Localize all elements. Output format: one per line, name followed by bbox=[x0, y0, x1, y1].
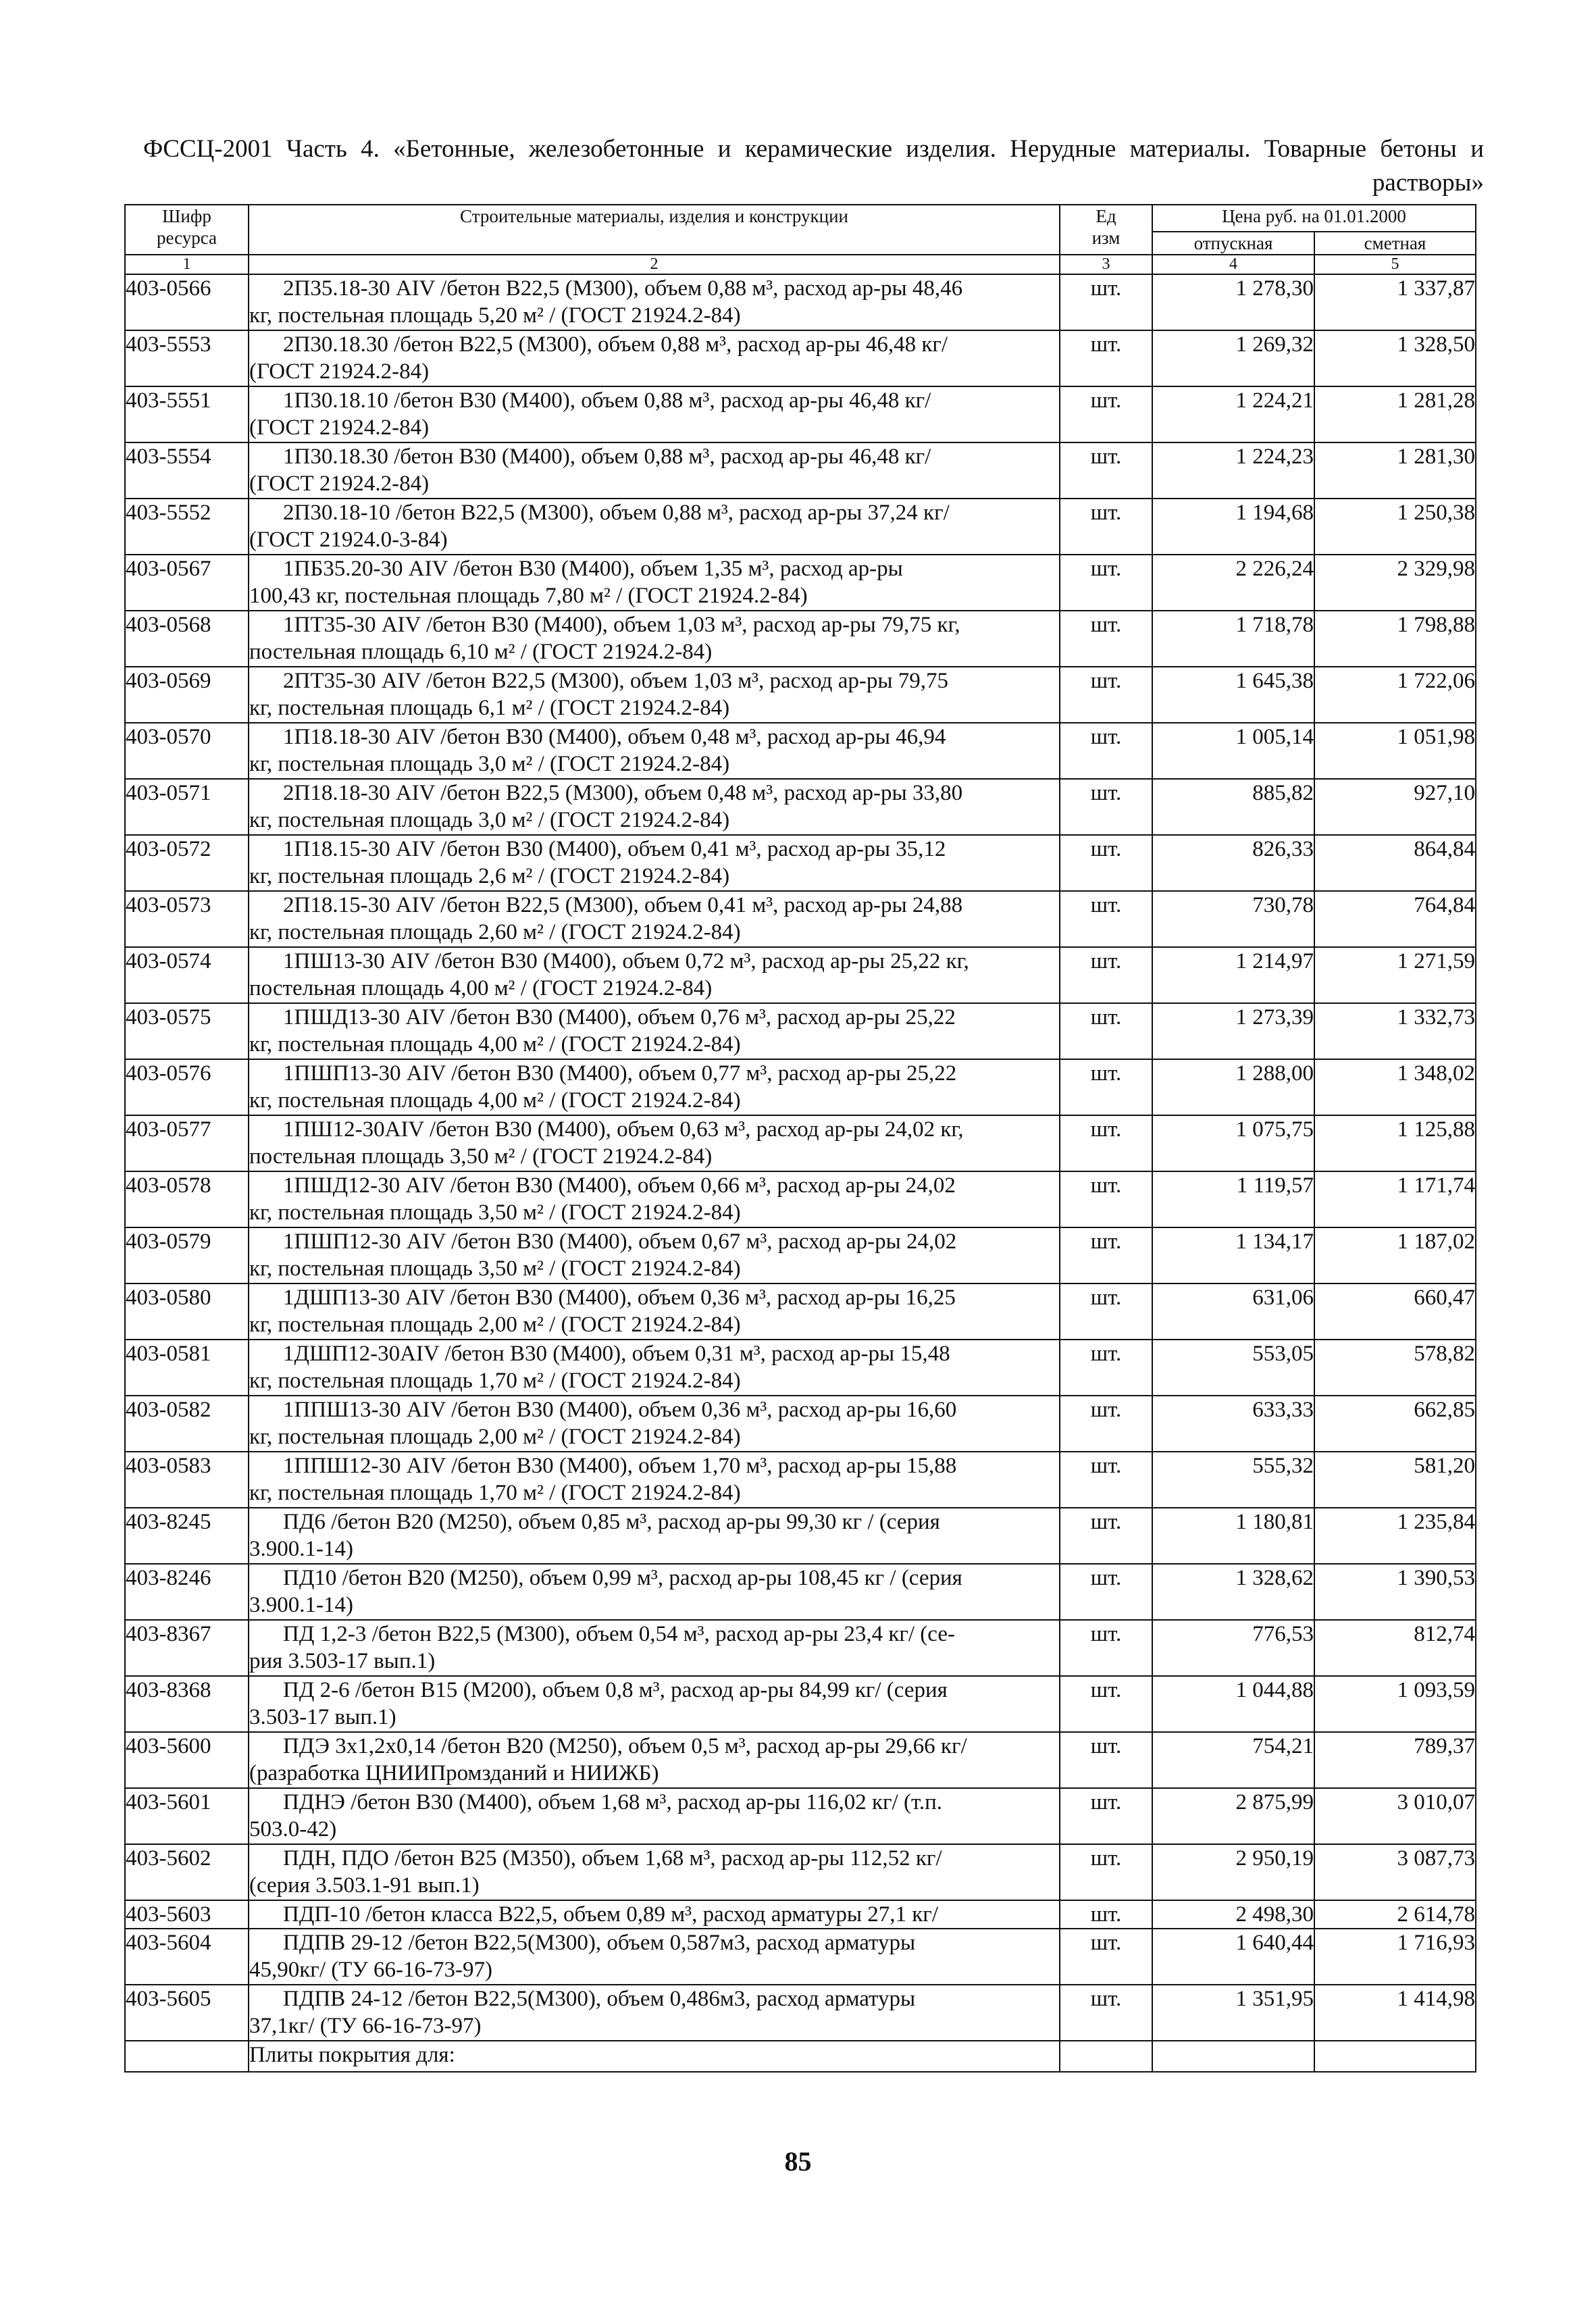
resource-code: 403-0571 bbox=[125, 779, 249, 835]
release-price: 2 498,30 bbox=[1152, 1900, 1314, 1929]
estimate-price: 1 716,93 bbox=[1314, 1929, 1476, 1985]
resource-code: 403-0572 bbox=[125, 835, 249, 891]
material-description bbox=[249, 1283, 1060, 1340]
unit-of-measure: шт. bbox=[1060, 1283, 1152, 1340]
unit-of-measure: шт. bbox=[1060, 835, 1152, 891]
estimate-price: 1 235,84 bbox=[1314, 1508, 1476, 1564]
resource-code: 403-0579 bbox=[125, 1227, 249, 1283]
description-line2: кг, постельная площадь 2,00 м² / (ГОСТ 21924.2-84) bbox=[249, 1313, 741, 1337]
footer-label: Плиты покрытия для: bbox=[249, 2041, 1060, 2072]
resource-code: 403-0581 bbox=[125, 1340, 249, 1396]
estimate-price: 1 328,50 bbox=[1314, 330, 1476, 386]
estimate-price: 2 329,98 bbox=[1314, 555, 1476, 611]
material-description bbox=[249, 274, 1060, 330]
resource-code: 403-5605 bbox=[125, 1985, 249, 2041]
description-line1: 1ПШ13-30 AIV /бетон В30 (М400), объем 0,72 м³, расход ар-ры 25,22 кг, bbox=[283, 949, 969, 973]
description-line2: кг, постельная площадь 1,70 м² / (ГОСТ 21924.2-84) bbox=[249, 1481, 741, 1505]
description-line2: 45,90кг/ (ТУ 66-16-73-97) bbox=[249, 1958, 492, 1982]
table-row bbox=[125, 835, 1476, 891]
description-line2: кг, постельная площадь 5,20 м² / (ГОСТ 21924.2-84) bbox=[249, 303, 741, 328]
table-row bbox=[125, 1003, 1476, 1059]
description-line2: кг, постельная площадь 3,50 м² / (ГОСТ 21924.2-84) bbox=[249, 1256, 741, 1281]
table-row bbox=[125, 1564, 1476, 1620]
material-description bbox=[249, 611, 1060, 667]
resource-code: 403-0580 bbox=[125, 1283, 249, 1340]
description-line2: кг, постельная площадь 2,00 м² / (ГОСТ 21924.2-84) bbox=[249, 1425, 741, 1449]
resource-code: 403-5552 bbox=[125, 499, 249, 555]
unit-of-measure: шт. bbox=[1060, 1452, 1152, 1508]
unit-of-measure: шт. bbox=[1060, 1227, 1152, 1283]
estimate-price: 2 614,78 bbox=[1314, 1900, 1476, 1929]
description-line2: (ГОСТ 21924.2-84) bbox=[249, 472, 430, 496]
column-number: 5 bbox=[1314, 255, 1476, 274]
description-line1: 1ПШД13-30 AIV /бетон В30 (М400), объем 0,76 м³, расход ар-ры 25,22 bbox=[283, 1005, 956, 1030]
unit-of-measure: шт. bbox=[1060, 1003, 1152, 1059]
release-price: 826,33 bbox=[1152, 835, 1314, 891]
unit-of-measure: шт. bbox=[1060, 667, 1152, 723]
release-price: 754,21 bbox=[1152, 1732, 1314, 1788]
table-row bbox=[125, 1620, 1476, 1676]
unit-of-measure: шт. bbox=[1060, 386, 1152, 442]
description-line1: 2ПТ35-30 AIV /бетон В22,5 (М300), объем 1,03 м³, расход ар-ры 79,75 bbox=[283, 669, 949, 693]
material-description bbox=[249, 442, 1060, 499]
table-body bbox=[125, 274, 1476, 2041]
header-unit bbox=[1060, 205, 1152, 255]
description-line1: ПД 2-6 /бетон В15 (М200), объем 0,8 м³, расход ар-ры 84,99 кг/ (серия bbox=[283, 1678, 948, 1702]
estimate-price: 3 087,73 bbox=[1314, 1844, 1476, 1900]
description-line1: ПДН, ПДО /бетон В25 (М350), объем 1,68 м³, расход ар-ры 112,52 кг/ bbox=[283, 1846, 942, 1871]
description-line1: 2П18.18-30 AIV /бетон В22,5 (М300), объем 0,48 м³, расход ар-ры 33,80 bbox=[283, 781, 963, 805]
unit-of-measure: шт. bbox=[1060, 274, 1152, 330]
release-price: 1 134,17 bbox=[1152, 1227, 1314, 1283]
description-line2: (ГОСТ 21924.2-84) bbox=[249, 415, 430, 440]
description-line2: 100,43 кг, постельная площадь 7,80 м² / (ГОСТ 21924.2-84) bbox=[249, 584, 808, 608]
estimate-price: 3 010,07 bbox=[1314, 1788, 1476, 1844]
material-description bbox=[249, 1620, 1060, 1676]
material-description bbox=[249, 555, 1060, 611]
unit-of-measure: шт. bbox=[1060, 1929, 1152, 1985]
table-row bbox=[125, 1900, 1476, 1929]
estimate-price: 789,37 bbox=[1314, 1732, 1476, 1788]
material-description bbox=[249, 835, 1060, 891]
material-description bbox=[249, 1115, 1060, 1171]
description-line1: 1П18.18-30 AIV /бетон В30 (М400), объем 0,48 м³, расход ар-ры 46,94 bbox=[283, 725, 946, 749]
material-description bbox=[249, 1900, 1060, 1929]
material-description bbox=[249, 1844, 1060, 1900]
description-line1: ПД 1,2-3 /бетон В22,5 (М300), объем 0,54 м³, расход ар-ры 23,4 кг/ (се- bbox=[283, 1622, 955, 1646]
footer-release-cell bbox=[1152, 2041, 1314, 2072]
unit-of-measure: шт. bbox=[1060, 499, 1152, 555]
material-description bbox=[249, 1171, 1060, 1227]
unit-of-measure: шт. bbox=[1060, 1620, 1152, 1676]
release-price: 1 328,62 bbox=[1152, 1564, 1314, 1620]
resource-code: 403-0575 bbox=[125, 1003, 249, 1059]
release-price: 1 044,88 bbox=[1152, 1676, 1314, 1732]
table-row bbox=[125, 1844, 1476, 1900]
material-description bbox=[249, 330, 1060, 386]
description-line1: 1ПШД12-30 AIV /бетон В30 (М400), объем 0,66 м³, расход ар-ры 24,02 bbox=[283, 1173, 956, 1198]
unit-of-measure: шт. bbox=[1060, 779, 1152, 835]
resource-code: 403-0576 bbox=[125, 1059, 249, 1115]
material-description bbox=[249, 1788, 1060, 1844]
estimate-price: 1 187,02 bbox=[1314, 1227, 1476, 1283]
release-price: 2 950,19 bbox=[1152, 1844, 1314, 1900]
resource-code: 403-0570 bbox=[125, 723, 249, 779]
description-line1: 1ПТ35-30 AIV /бетон В30 (М400), объем 1,03 м³, расход ар-ры 79,75 кг, bbox=[283, 613, 960, 637]
table-row bbox=[125, 1115, 1476, 1171]
description-line2: постельная площадь 3,50 м² / (ГОСТ 21924.2-84) bbox=[249, 1144, 713, 1169]
release-price: 1 640,44 bbox=[1152, 1929, 1314, 1985]
table-footer-row bbox=[125, 2041, 1476, 2072]
estimate-price: 1 722,06 bbox=[1314, 667, 1476, 723]
resource-code: 403-5602 bbox=[125, 1844, 249, 1900]
material-description bbox=[249, 1564, 1060, 1620]
description-line2: (разработка ЦНИИПромзданий и НИИЖБ) bbox=[249, 1761, 659, 1785]
table-row bbox=[125, 891, 1476, 947]
description-line2: постельная площадь 4,00 м² / (ГОСТ 21924.2-84) bbox=[249, 976, 713, 1000]
release-price: 776,53 bbox=[1152, 1620, 1314, 1676]
estimate-price: 1 093,59 bbox=[1314, 1676, 1476, 1732]
resource-code: 403-0577 bbox=[125, 1115, 249, 1171]
release-price: 1 119,57 bbox=[1152, 1171, 1314, 1227]
table-row bbox=[125, 1340, 1476, 1396]
header-price-release: отпускная bbox=[1152, 232, 1314, 255]
estimate-price: 1 171,74 bbox=[1314, 1171, 1476, 1227]
description-line1: 2П30.18-10 /бетон В22,5 (М300), объем 0,88 м³, расход ар-ры 37,24 кг/ bbox=[283, 501, 950, 525]
description-line2: рия 3.503-17 вып.1) bbox=[249, 1649, 436, 1673]
estimate-price: 1 332,73 bbox=[1314, 1003, 1476, 1059]
description-line1: ПД10 /бетон В20 (М250), объем 0,99 м³, расход ар-ры 108,45 кг / (серия bbox=[283, 1566, 962, 1590]
unit-of-measure: шт. bbox=[1060, 1788, 1152, 1844]
release-price: 2 875,99 bbox=[1152, 1788, 1314, 1844]
description-line1: 1П30.18.10 /бетон В30 (М400), объем 0,88 м³, расход ар-ры 46,48 кг/ bbox=[283, 388, 931, 413]
material-description bbox=[249, 1059, 1060, 1115]
unit-of-measure: шт. bbox=[1060, 442, 1152, 499]
estimate-price: 1 271,59 bbox=[1314, 947, 1476, 1003]
release-price: 1 214,97 bbox=[1152, 947, 1314, 1003]
material-description bbox=[249, 1676, 1060, 1732]
release-price: 2 226,24 bbox=[1152, 555, 1314, 611]
table-row bbox=[125, 1508, 1476, 1564]
material-description bbox=[249, 1929, 1060, 1985]
table-row bbox=[125, 1171, 1476, 1227]
description-line2: 3.503-17 вып.1) bbox=[249, 1705, 396, 1729]
description-line2: (ГОСТ 21924.2-84) bbox=[249, 359, 430, 384]
resource-code: 403-5553 bbox=[125, 330, 249, 386]
description-line2: кг, постельная площадь 3,50 м² / (ГОСТ 21924.2-84) bbox=[249, 1200, 741, 1225]
release-price: 1 288,00 bbox=[1152, 1059, 1314, 1115]
column-number: 3 bbox=[1060, 255, 1152, 274]
release-price: 730,78 bbox=[1152, 891, 1314, 947]
unit-of-measure: шт. bbox=[1060, 1844, 1152, 1900]
description-line1: ПДП-10 /бетон класса В22,5, объем 0,89 м³, расход арматуры 27,1 кг/ bbox=[283, 1902, 939, 1927]
resource-code: 403-8245 bbox=[125, 1508, 249, 1564]
description-line2: кг, постельная площадь 2,60 м² / (ГОСТ 21924.2-84) bbox=[249, 920, 741, 944]
resource-code: 403-0573 bbox=[125, 891, 249, 947]
release-price: 555,32 bbox=[1152, 1452, 1314, 1508]
resource-code: 403-5601 bbox=[125, 1788, 249, 1844]
description-line2: кг, постельная площадь 1,70 м² / (ГОСТ 21924.2-84) bbox=[249, 1369, 741, 1393]
header-code-line1: Шифр bbox=[162, 206, 211, 226]
description-line2: кг, постельная площадь 3,0 м² / (ГОСТ 21924.2-84) bbox=[249, 808, 730, 832]
description-line1: 1ДШП12-30AIV /бетон В30 (М400), объем 0,31 м³, расход ар-ры 15,48 bbox=[283, 1342, 950, 1366]
unit-of-measure: шт. bbox=[1060, 330, 1152, 386]
description-line1: 1ППШ13-30 AIV /бетон В30 (М400), объем 0,36 м³, расход ар-ры 16,60 bbox=[283, 1398, 957, 1422]
table-row bbox=[125, 779, 1476, 835]
description-line1: ПДПВ 24-12 /бетон В22,5(М300), объем 0,486м3, расход арматуры bbox=[283, 1987, 916, 2011]
description-line2: (ГОСТ 21924.0-3-84) bbox=[249, 528, 448, 552]
header-unit-line2: изм bbox=[1091, 228, 1121, 248]
estimate-price: 1 051,98 bbox=[1314, 723, 1476, 779]
material-description bbox=[249, 891, 1060, 947]
material-description bbox=[249, 1452, 1060, 1508]
resource-code: 403-0582 bbox=[125, 1396, 249, 1452]
material-description bbox=[249, 1003, 1060, 1059]
description-line1: 1П30.18.30 /бетон В30 (М400), объем 0,88 м³, расход ар-ры 46,48 кг/ bbox=[283, 444, 931, 469]
table-row bbox=[125, 947, 1476, 1003]
table-row bbox=[125, 555, 1476, 611]
resource-code: 403-0574 bbox=[125, 947, 249, 1003]
table-row bbox=[125, 1283, 1476, 1340]
material-description bbox=[249, 499, 1060, 555]
footer-code-cell bbox=[125, 2041, 249, 2072]
release-price: 1 273,39 bbox=[1152, 1003, 1314, 1059]
table-row bbox=[125, 723, 1476, 779]
description-line1: ПДНЭ /бетон В30 (М400), объем 1,68 м³, расход ар-ры 116,02 кг/ (т.п. bbox=[283, 1790, 943, 1814]
table-row bbox=[125, 1227, 1476, 1283]
description-line1: 1ДШП13-30 AIV /бетон В30 (М400), объем 0,36 м³, расход ар-ры 16,25 bbox=[283, 1286, 956, 1310]
material-description bbox=[249, 1508, 1060, 1564]
unit-of-measure: шт. bbox=[1060, 1564, 1152, 1620]
material-description bbox=[249, 1732, 1060, 1788]
unit-of-measure: шт. bbox=[1060, 1171, 1152, 1227]
unit-of-measure: шт. bbox=[1060, 611, 1152, 667]
resource-code: 403-5604 bbox=[125, 1929, 249, 1985]
unit-of-measure: шт. bbox=[1060, 723, 1152, 779]
release-price: 1 224,21 bbox=[1152, 386, 1314, 442]
resource-code: 403-5551 bbox=[125, 386, 249, 442]
resource-code: 403-5554 bbox=[125, 442, 249, 499]
release-price: 1 224,23 bbox=[1152, 442, 1314, 499]
document-title: ФССЦ-2001 Часть 4. «Бетонные, железобетонные и керамические изделия. Нерудные материалы. Товарные бетоны и растворы» bbox=[143, 135, 1484, 197]
estimate-price: 927,10 bbox=[1314, 779, 1476, 835]
description-line1: 1ПШП13-30 AIV /бетон В30 (М400), объем 0,77 м³, расход ар-ры 25,22 bbox=[283, 1061, 957, 1086]
column-number: 1 bbox=[125, 255, 249, 274]
resource-code: 403-0569 bbox=[125, 667, 249, 723]
resource-code: 403-0568 bbox=[125, 611, 249, 667]
description-line2: кг, постельная площадь 6,1 м² / (ГОСТ 21924.2-84) bbox=[249, 696, 730, 720]
description-line2: кг, постельная площадь 4,00 м² / (ГОСТ 21924.2-84) bbox=[249, 1088, 741, 1113]
description-line1: 2П18.15-30 AIV /бетон В22,5 (М300), объем 0,41 м³, расход ар-ры 24,88 bbox=[283, 893, 963, 917]
resource-code: 403-8246 bbox=[125, 1564, 249, 1620]
estimate-price: 660,47 bbox=[1314, 1283, 1476, 1340]
table-row bbox=[125, 611, 1476, 667]
material-description bbox=[249, 1340, 1060, 1396]
page-number: 85 bbox=[784, 2146, 812, 2177]
table-row bbox=[125, 1676, 1476, 1732]
description-line1: 1ПБ35.20-30 AIV /бетон В30 (М400), объем 1,35 м³, расход ар-ры bbox=[283, 557, 903, 581]
resource-code: 403-0578 bbox=[125, 1171, 249, 1227]
material-description bbox=[249, 947, 1060, 1003]
material-description bbox=[249, 667, 1060, 723]
resource-code: 403-8368 bbox=[125, 1676, 249, 1732]
column-number: 2 bbox=[249, 255, 1060, 274]
estimate-price: 1 348,02 bbox=[1314, 1059, 1476, 1115]
material-description bbox=[249, 1227, 1060, 1283]
estimate-price: 1 798,88 bbox=[1314, 611, 1476, 667]
estimate-price: 1 125,88 bbox=[1314, 1115, 1476, 1171]
unit-of-measure: шт. bbox=[1060, 1985, 1152, 2041]
description-line1: 2П35.18-30 AIV /бетон В22,5 (М300), объем 0,88 м³, расход ар-ры 48,46 bbox=[283, 276, 963, 301]
resource-code: 403-0567 bbox=[125, 555, 249, 611]
resource-code: 403-0583 bbox=[125, 1452, 249, 1508]
header-code bbox=[125, 205, 249, 255]
release-price: 1 278,30 bbox=[1152, 274, 1314, 330]
release-price: 633,33 bbox=[1152, 1396, 1314, 1452]
release-price: 1 194,68 bbox=[1152, 499, 1314, 555]
table-row bbox=[125, 1985, 1476, 2041]
column-number: 4 bbox=[1152, 255, 1314, 274]
estimate-price: 1 250,38 bbox=[1314, 499, 1476, 555]
unit-of-measure: шт. bbox=[1060, 1676, 1152, 1732]
release-price: 553,05 bbox=[1152, 1340, 1314, 1396]
description-line2: постельная площадь 6,10 м² / (ГОСТ 21924.2-84) bbox=[249, 640, 713, 664]
table-row bbox=[125, 1788, 1476, 1844]
release-price: 1 645,38 bbox=[1152, 667, 1314, 723]
description-line2: (серия 3.503.1-91 вып.1) bbox=[249, 1873, 480, 1898]
release-price: 1 718,78 bbox=[1152, 611, 1314, 667]
release-price: 1 180,81 bbox=[1152, 1508, 1314, 1564]
description-line1: 1ПШП12-30 AIV /бетон В30 (М400), объем 0,67 м³, расход ар-ры 24,02 bbox=[283, 1229, 957, 1254]
release-price: 1 269,32 bbox=[1152, 330, 1314, 386]
table-row bbox=[125, 330, 1476, 386]
table-row bbox=[125, 1929, 1476, 1985]
unit-of-measure: шт. bbox=[1060, 1059, 1152, 1115]
release-price: 1 351,95 bbox=[1152, 1985, 1314, 2041]
header-unit-line1: Ед bbox=[1096, 206, 1116, 226]
description-line1: ПДЭ 3х1,2х0,14 /бетон В20 (М250), объем 0,5 м³, расход ар-ры 29,66 кг/ bbox=[283, 1734, 967, 1758]
description-line2: 503.0-42) bbox=[249, 1817, 337, 1841]
table-row bbox=[125, 1059, 1476, 1115]
table-row bbox=[125, 442, 1476, 499]
material-description bbox=[249, 1985, 1060, 2041]
description-line1: 1П18.15-30 AIV /бетон В30 (М400), объем 0,41 м³, расход ар-ры 35,12 bbox=[283, 837, 946, 861]
description-line1: 2П30.18.30 /бетон В22,5 (М300), объем 0,88 м³, расход ар-ры 46,48 кг/ bbox=[283, 332, 948, 357]
description-line2: кг, постельная площадь 2,6 м² / (ГОСТ 21924.2-84) bbox=[249, 864, 730, 888]
release-price: 1 075,75 bbox=[1152, 1115, 1314, 1171]
unit-of-measure: шт. bbox=[1060, 1900, 1152, 1929]
unit-of-measure: шт. bbox=[1060, 891, 1152, 947]
header-price-estimate: сметная bbox=[1314, 232, 1476, 255]
table-row bbox=[125, 1396, 1476, 1452]
material-description bbox=[249, 779, 1060, 835]
description-line2: 3.900.1-14) bbox=[249, 1537, 353, 1561]
estimate-price: 1 414,98 bbox=[1314, 1985, 1476, 2041]
description-line2: 37,1кг/ (ТУ 66-16-73-97) bbox=[249, 2014, 482, 2038]
estimate-price: 578,82 bbox=[1314, 1340, 1476, 1396]
header-name: Строительные материалы, изделия и конструкции bbox=[249, 205, 1060, 255]
description-line2: 3.900.1-14) bbox=[249, 1593, 353, 1617]
unit-of-measure: шт. bbox=[1060, 947, 1152, 1003]
estimate-price: 662,85 bbox=[1314, 1396, 1476, 1452]
estimate-price: 581,20 bbox=[1314, 1452, 1476, 1508]
footer-unit-cell bbox=[1060, 2041, 1152, 2072]
description-line2: кг, постельная площадь 4,00 м² / (ГОСТ 21924.2-84) bbox=[249, 1032, 741, 1057]
material-description bbox=[249, 1396, 1060, 1452]
estimate-price: 1 390,53 bbox=[1314, 1564, 1476, 1620]
estimate-price: 764,84 bbox=[1314, 891, 1476, 947]
material-description bbox=[249, 386, 1060, 442]
header-code-line2: ресурса bbox=[156, 228, 217, 248]
table-row bbox=[125, 386, 1476, 442]
release-price: 631,06 bbox=[1152, 1283, 1314, 1340]
unit-of-measure: шт. bbox=[1060, 1396, 1152, 1452]
resource-code: 403-5600 bbox=[125, 1732, 249, 1788]
description-line1: 1ПШ12-30AIV /бетон В30 (М400), объем 0,63 м³, расход ар-ры 24,02 кг, bbox=[283, 1117, 964, 1142]
unit-of-measure: шт. bbox=[1060, 1340, 1152, 1396]
description-line1: ПД6 /бетон В20 (М250), объем 0,85 м³, расход ар-ры 99,30 кг / (серия bbox=[283, 1510, 940, 1534]
unit-of-measure: шт. bbox=[1060, 1508, 1152, 1564]
estimate-price: 1 281,30 bbox=[1314, 442, 1476, 499]
table-row bbox=[125, 1732, 1476, 1788]
unit-of-measure: шт. bbox=[1060, 1732, 1152, 1788]
unit-of-measure: шт. bbox=[1060, 1115, 1152, 1171]
resource-code: 403-5603 bbox=[125, 1900, 249, 1929]
description-line1: ПДПВ 29-12 /бетон В22,5(М300), объем 0,587м3, расход арматуры bbox=[283, 1931, 916, 1955]
price-table bbox=[124, 204, 1476, 2073]
estimate-price: 1 337,87 bbox=[1314, 274, 1476, 330]
estimate-price: 864,84 bbox=[1314, 835, 1476, 891]
description-line1: 1ППШ12-30 AIV /бетон В30 (М400), объем 1,70 м³, расход ар-ры 15,88 bbox=[283, 1454, 957, 1478]
material-description bbox=[249, 723, 1060, 779]
estimate-price: 812,74 bbox=[1314, 1620, 1476, 1676]
table-row bbox=[125, 667, 1476, 723]
table-row bbox=[125, 499, 1476, 555]
table-row bbox=[125, 274, 1476, 330]
estimate-price: 1 281,28 bbox=[1314, 386, 1476, 442]
description-line2: кг, постельная площадь 3,0 м² / (ГОСТ 21924.2-84) bbox=[249, 752, 730, 776]
header-price-group: Цена руб. на 01.01.2000 bbox=[1152, 205, 1476, 232]
table-row bbox=[125, 1452, 1476, 1508]
footer-estimate-cell bbox=[1314, 2041, 1476, 2072]
release-price: 1 005,14 bbox=[1152, 723, 1314, 779]
resource-code: 403-8367 bbox=[125, 1620, 249, 1676]
resource-code: 403-0566 bbox=[125, 274, 249, 330]
unit-of-measure: шт. bbox=[1060, 555, 1152, 611]
release-price: 885,82 bbox=[1152, 779, 1314, 835]
